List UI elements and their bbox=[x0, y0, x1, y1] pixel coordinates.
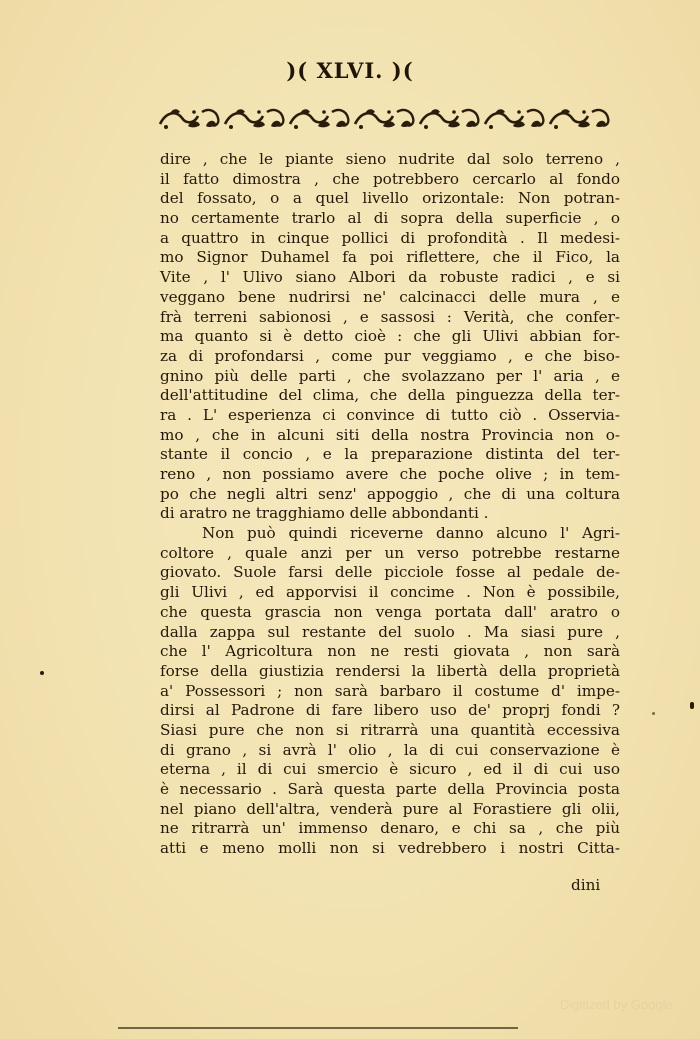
text-line: dire , che le piante sieno nudrite dal solo terreno , bbox=[160, 150, 620, 168]
text-line: dell'attitudine del clima, che della pinguezza della ter- bbox=[160, 386, 620, 405]
text-line: dalla zappa sul restante del suolo . Ma siasi pure , bbox=[160, 622, 620, 641]
body-text bbox=[160, 150, 620, 859]
text-line: ra . L' esperienza ci convince di tutto ciò . Osservia- bbox=[160, 405, 620, 424]
text-line: che l' Agricoltura non ne resti giovata , non sarà bbox=[160, 642, 620, 661]
text-line: no certamente trarlo al di sopra della superficie , o bbox=[160, 209, 620, 228]
text-line: che questa grascia non venga portata dall' aratro o bbox=[160, 602, 620, 621]
text-line: ma quanto si è detto cioè : che gli Ulivi abbian for- bbox=[160, 327, 620, 346]
text-line: mo , che in alcuni siti della nostra Provincia non o- bbox=[160, 425, 620, 444]
text-line: del fossato, o a quel livello orizontale: Non potran- bbox=[160, 189, 620, 208]
text-line: ne ritrarrà un' immenso denaro, e chi sa , che più bbox=[160, 819, 620, 838]
text-line: forse della giustizia rendersi la libertà della proprietà bbox=[160, 661, 620, 680]
ink-speck bbox=[690, 702, 694, 709]
catchword: dini bbox=[571, 876, 601, 894]
text-line: gnino più delle parti , che svolazzano per l' aria , e bbox=[160, 366, 620, 385]
text-line: atti e meno molli non si vedrebbero i nostri Citta- bbox=[160, 839, 620, 858]
text-line: Vite , l' Ulivo siano Albori da robuste radici , e si bbox=[160, 268, 620, 287]
vine-scroll-ornament-icon bbox=[158, 106, 613, 132]
page-bottom-rule bbox=[118, 1027, 518, 1029]
page-header: )( XLVI. )( bbox=[286, 58, 414, 83]
text-line: di grano , si avrà l' olio , la di cui conservazione è bbox=[160, 740, 620, 759]
text-line: po che negli altri senz' appoggio , che di una coltura bbox=[160, 484, 620, 503]
text-line: Siasi pure che non si ritrarrà una quantità eccessiva bbox=[160, 720, 620, 739]
text-line: giovato. Suole farsi delle picciole fosse al pedale de- bbox=[160, 563, 620, 582]
text-line: veggano bene nudrirsi ne' calcinacci delle mura , e bbox=[160, 287, 620, 306]
text-line: reno , non possiamo avere che poche olive ; in tem- bbox=[160, 465, 620, 483]
text-line: a quattro in cinque pollici di profondità . Il medesi- bbox=[160, 228, 620, 247]
text-line: coltore , quale anzi per un verso potrebbe restarne bbox=[160, 543, 620, 562]
text-line: gli Ulivi , ed apporvisi il concime . Non è possibile, bbox=[160, 583, 620, 602]
text-line: stante il concio , e la preparazione distinta del ter- bbox=[160, 445, 620, 464]
text-line-paragraph-end: di aratro ne tragghiamo delle abbondanti . bbox=[160, 504, 489, 523]
text-line-paragraph-start: Non può quindi riceverne danno alcuno l' Agri- bbox=[202, 524, 620, 543]
text-line: mo Signor Duhamel fa poi riflettere, che il Fico, la bbox=[160, 248, 620, 267]
ink-speck bbox=[40, 671, 44, 675]
text-line: eterna , il di cui smercio è sicuro , ed il di cui uso bbox=[160, 760, 620, 779]
ink-speck bbox=[652, 712, 655, 715]
text-line: il fatto dimostra , che potrebbero cercarlo al fondo bbox=[160, 169, 620, 188]
text-line: frà terreni sabionosi , e sassosi : Verità, che confer- bbox=[160, 307, 620, 326]
text-line: nel piano dell'altra, venderà pure al Forastiere gli olii, bbox=[160, 799, 620, 818]
text-line: è necessario . Sarà questa parte della Provincia posta bbox=[160, 780, 620, 798]
text-line: a' Possessori ; non sarà barbaro il costume d' impe- bbox=[160, 681, 620, 700]
scan-watermark: Digitized by Google bbox=[560, 997, 673, 1012]
text-line: za di profondarsi , come pur veggiamo , e che biso- bbox=[160, 346, 620, 365]
text-line: dirsi al Padrone di fare libero uso de' proprj fondi ? bbox=[160, 701, 620, 720]
